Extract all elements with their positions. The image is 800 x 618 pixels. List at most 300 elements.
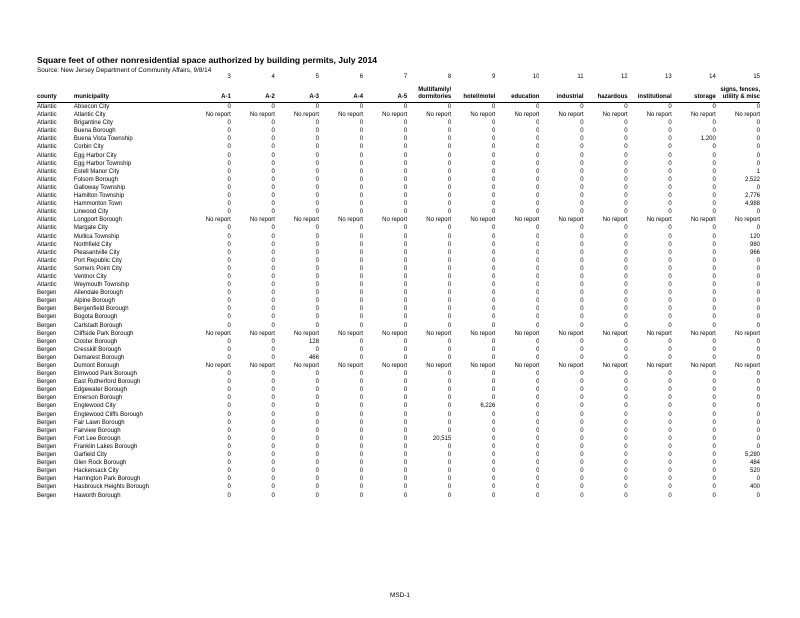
value-cell: 0 <box>271 184 275 191</box>
value-cell: No report <box>470 217 496 224</box>
value-cell: 0 <box>403 225 408 232</box>
value-cell: 0 <box>668 152 672 159</box>
value-cell: 0 <box>447 419 452 426</box>
municipality-cell: Englewood Cliffs Borough <box>73 411 143 418</box>
value-cell: 0 <box>359 233 364 240</box>
value-cell: 0 <box>359 225 364 232</box>
value-cell: 0 <box>227 387 231 394</box>
value-cell: 0 <box>580 128 584 135</box>
value-cell: 0 <box>668 379 672 386</box>
value-cell: 0 <box>315 241 319 248</box>
value-cell: 0 <box>403 452 408 459</box>
value-cell: 0 <box>624 371 628 378</box>
value-cell: 0 <box>580 176 584 183</box>
value-cell: 0 <box>624 160 628 167</box>
table-row <box>37 338 760 346</box>
column-header: industrial <box>556 93 584 100</box>
column-number: 15 <box>753 74 760 80</box>
value-cell: 0 <box>756 160 760 167</box>
county-cell: Bergen <box>37 411 57 418</box>
value-cell: 0 <box>359 468 364 475</box>
value-cell: 0 <box>227 403 231 410</box>
value-cell: 0 <box>447 176 452 183</box>
value-cell: No report <box>558 112 584 119</box>
value-cell: 0 <box>624 492 628 499</box>
municipality-cell: Atlantic City <box>73 112 106 119</box>
value-cell: 0 <box>227 168 231 175</box>
value-cell: 0 <box>271 193 275 200</box>
value-cell: 466 <box>308 354 319 361</box>
table-row <box>37 346 760 354</box>
county-cell: Bergen <box>37 322 57 329</box>
county-cell: Atlantic <box>37 201 57 208</box>
value-cell: 0 <box>756 282 760 289</box>
value-cell: 0 <box>227 184 231 191</box>
value-cell: 0 <box>536 257 540 264</box>
value-cell: 0 <box>536 354 540 361</box>
value-cell: 0 <box>580 120 584 127</box>
value-cell: 0 <box>492 120 496 127</box>
county-cell: Atlantic <box>37 225 57 232</box>
value-cell: 0 <box>668 249 672 256</box>
value-cell: 0 <box>536 184 540 191</box>
value-cell: No report <box>514 330 540 337</box>
value-cell: 0 <box>580 144 584 151</box>
value-cell: 2,776 <box>744 193 760 200</box>
value-cell: 0 <box>315 265 319 272</box>
table-row <box>37 322 760 330</box>
value-cell: 0 <box>359 346 364 353</box>
value-cell: 0 <box>271 427 275 434</box>
value-cell: 484 <box>749 460 760 467</box>
municipality-cell: Folsom Borough <box>73 176 118 183</box>
value-cell: 0 <box>536 273 540 280</box>
value-cell: 0 <box>359 419 364 426</box>
value-cell: No report <box>646 330 672 337</box>
municipality-cell: Franklin Lakes Borough <box>73 443 138 450</box>
value-cell: 0 <box>447 468 452 475</box>
value-cell: 0 <box>359 176 364 183</box>
value-cell: 0 <box>580 484 584 491</box>
value-cell: 0 <box>668 233 672 240</box>
value-cell: 0 <box>447 273 452 280</box>
value-cell: 0 <box>624 314 628 321</box>
value-cell: 0 <box>536 427 540 434</box>
value-cell: 0 <box>315 298 319 305</box>
value-cell: 0 <box>712 379 716 386</box>
value-cell: 0 <box>624 354 628 361</box>
municipality-cell: Ventnor City <box>73 273 107 280</box>
municipality-cell: Bogota Borough <box>73 314 118 321</box>
value-cell: 0 <box>447 136 452 143</box>
table-row <box>37 216 760 224</box>
municipality-cell: Weymouth Township <box>73 282 130 289</box>
value-cell: No report <box>514 217 540 224</box>
county-cell: Bergen <box>37 330 57 337</box>
value-cell: 0 <box>536 403 540 410</box>
value-cell: 0 <box>315 306 319 313</box>
table-row <box>37 273 760 281</box>
value-cell: No report <box>602 217 628 224</box>
value-cell: 0 <box>492 168 496 175</box>
value-cell: 0 <box>227 152 231 159</box>
value-cell: 0 <box>447 371 452 378</box>
column-header: A-5 <box>397 93 408 100</box>
value-cell: 0 <box>536 265 540 272</box>
value-cell: 0 <box>624 193 628 200</box>
value-cell: 0 <box>668 403 672 410</box>
value-cell: No report <box>558 363 584 369</box>
county-cell: Atlantic <box>37 282 57 289</box>
value-cell: 0 <box>580 427 584 434</box>
value-cell: 0 <box>315 395 319 402</box>
table-row <box>37 475 760 483</box>
value-cell: 0 <box>668 338 672 345</box>
value-cell: 0 <box>447 160 452 167</box>
value-cell: 0 <box>403 209 408 216</box>
value-cell: No report <box>734 217 760 224</box>
table-row <box>37 370 760 378</box>
value-cell: 0 <box>756 403 760 410</box>
value-cell: 0 <box>580 411 584 418</box>
value-cell: 0 <box>492 265 496 272</box>
value-cell: 0 <box>315 403 319 410</box>
value-cell: 0 <box>756 395 760 402</box>
value-cell: 0 <box>580 476 584 483</box>
county-cell: Bergen <box>37 306 57 313</box>
value-cell: 0 <box>712 371 716 378</box>
value-cell: 0 <box>315 460 319 467</box>
value-cell: 0 <box>315 435 319 442</box>
value-cell: 0 <box>624 435 628 442</box>
value-cell: 0 <box>712 128 716 135</box>
value-cell: 0 <box>227 484 231 491</box>
value-cell: 0 <box>403 419 408 426</box>
table-row <box>37 459 760 467</box>
value-cell: 0 <box>403 427 408 434</box>
value-cell: 0 <box>315 419 319 426</box>
value-cell: 0 <box>756 443 760 450</box>
value-cell: 0 <box>712 233 716 240</box>
county-header: county <box>37 93 57 100</box>
table-row <box>37 257 760 265</box>
value-cell: 0 <box>712 249 716 256</box>
value-cell: 0 <box>403 371 408 378</box>
value-cell: 0 <box>668 209 672 216</box>
value-cell: 0 <box>315 411 319 418</box>
value-cell: 0 <box>315 249 319 256</box>
county-cell: Atlantic <box>37 233 57 240</box>
value-cell: 0 <box>227 257 231 264</box>
value-cell: 0 <box>624 201 628 208</box>
value-cell: 0 <box>668 306 672 313</box>
municipality-header: municipality <box>73 93 109 100</box>
value-cell: 0 <box>668 322 672 329</box>
value-cell: 0 <box>403 290 408 297</box>
value-cell: 0 <box>756 427 760 434</box>
value-cell: 0 <box>315 193 319 200</box>
municipality-cell: Port Republic City <box>73 257 122 264</box>
value-cell: No report <box>205 330 231 337</box>
value-cell: 0 <box>536 492 540 499</box>
table-row <box>37 354 760 362</box>
value-cell: 0 <box>712 241 716 248</box>
value-cell: No report <box>293 330 319 337</box>
value-cell: 0 <box>403 184 408 191</box>
table-row <box>37 168 760 176</box>
value-cell: 0 <box>447 411 452 418</box>
value-cell: 0 <box>315 152 319 159</box>
value-cell: 0 <box>756 298 760 305</box>
value-cell: 0 <box>492 492 496 499</box>
column-number: 3 <box>227 74 231 80</box>
value-cell: 0 <box>668 225 672 232</box>
value-cell: No report <box>382 330 408 337</box>
county-cell: Atlantic <box>37 273 57 280</box>
value-cell: 0 <box>536 371 540 378</box>
value-cell: 0 <box>227 468 231 475</box>
municipality-cell: Glen Rock Borough <box>73 460 127 467</box>
value-cell: 0 <box>668 290 672 297</box>
value-cell: 0 <box>271 160 275 167</box>
table-row <box>37 160 760 168</box>
municipality-cell: Garfield City <box>73 452 107 459</box>
value-cell: 0 <box>536 193 540 200</box>
value-cell: 0 <box>447 257 452 264</box>
value-cell: 0 <box>271 209 275 216</box>
value-cell: 0 <box>492 484 496 491</box>
value-cell: 0 <box>536 168 540 175</box>
value-cell: 0 <box>668 371 672 378</box>
value-cell: No report <box>382 363 408 369</box>
county-cell: Atlantic <box>37 104 57 110</box>
value-cell: 0 <box>271 168 275 175</box>
value-cell: 0 <box>227 282 231 289</box>
table-row <box>37 435 760 443</box>
value-cell: 0 <box>712 395 716 402</box>
value-cell: 0 <box>580 354 584 361</box>
value-cell: No report <box>426 330 452 337</box>
value-cell: 0 <box>668 193 672 200</box>
value-cell: 0 <box>624 152 628 159</box>
value-cell: 0 <box>756 184 760 191</box>
value-cell: 0 <box>580 273 584 280</box>
value-cell: 0 <box>359 201 364 208</box>
value-cell: 0 <box>668 184 672 191</box>
value-cell: No report <box>690 112 716 119</box>
table-row <box>37 313 760 321</box>
table-row <box>37 467 760 475</box>
value-cell: No report <box>646 217 672 224</box>
table-row <box>37 411 760 419</box>
value-cell: 0 <box>227 476 231 483</box>
table-row <box>37 289 760 297</box>
municipality-cell: Dumont Borough <box>73 363 120 369</box>
value-cell: 0 <box>447 120 452 127</box>
value-cell: 0 <box>712 209 716 216</box>
value-cell: 0 <box>668 468 672 475</box>
value-cell: 0 <box>492 152 496 159</box>
value-cell: 0 <box>624 290 628 297</box>
value-cell: 0 <box>271 452 275 459</box>
value-cell: 0 <box>580 193 584 200</box>
value-cell: 0 <box>624 468 628 475</box>
value-cell: 0 <box>447 184 452 191</box>
value-cell: 0 <box>536 209 540 216</box>
municipality-cell: Allendale Borough <box>73 290 123 297</box>
municipality-cell: Northfield City <box>73 241 112 248</box>
value-cell: 0 <box>492 128 496 135</box>
value-cell: 0 <box>359 338 364 345</box>
value-cell: 0 <box>668 443 672 450</box>
value-cell: 0 <box>668 120 672 127</box>
value-cell: 0 <box>624 241 628 248</box>
value-cell: 0 <box>227 104 231 110</box>
value-cell: No report <box>558 217 584 224</box>
table-row <box>37 378 760 386</box>
value-cell: 2,522 <box>744 176 760 183</box>
value-cell: 0 <box>447 249 452 256</box>
value-cell: No report <box>602 363 628 369</box>
value-cell: 0 <box>403 249 408 256</box>
county-cell: Atlantic <box>37 144 57 151</box>
county-cell: Atlantic <box>37 241 57 248</box>
municipality-cell: Linwood City <box>73 209 109 216</box>
value-cell: 0 <box>447 379 452 386</box>
value-cell: 1,200 <box>700 136 716 143</box>
column-header: institutional <box>637 93 672 100</box>
value-cell: 0 <box>580 241 584 248</box>
column-header: hotel/motel <box>463 93 496 100</box>
value-cell: 0 <box>403 128 408 135</box>
value-cell: 0 <box>227 120 231 127</box>
value-cell: 0 <box>492 136 496 143</box>
value-cell: 0 <box>271 314 275 321</box>
value-cell: 0 <box>447 241 452 248</box>
county-cell: Bergen <box>37 298 57 305</box>
column-header: signs, fences, utility & misc <box>720 86 760 100</box>
value-cell: 20,515 <box>432 435 452 442</box>
value-cell: 0 <box>624 403 628 410</box>
value-cell: 0 <box>580 298 584 305</box>
value-cell: 0 <box>359 354 364 361</box>
value-cell: 0 <box>536 306 540 313</box>
municipality-cell: Egg Harbor Township <box>73 160 132 167</box>
county-cell: Bergen <box>37 452 57 459</box>
county-cell: Bergen <box>37 460 57 467</box>
value-cell: No report <box>205 217 231 224</box>
value-cell: 0 <box>536 468 540 475</box>
value-cell: 128 <box>308 338 319 345</box>
value-cell: 0 <box>315 128 319 135</box>
value-cell: 0 <box>492 290 496 297</box>
value-cell: 0 <box>536 176 540 183</box>
value-cell: 0 <box>536 419 540 426</box>
value-cell: 0 <box>536 338 540 345</box>
value-cell: 0 <box>447 452 452 459</box>
value-cell: 0 <box>624 322 628 329</box>
value-cell: No report <box>602 112 628 119</box>
value-cell: 0 <box>668 160 672 167</box>
county-cell: Bergen <box>37 435 57 442</box>
value-cell: 0 <box>668 144 672 151</box>
value-cell: 0 <box>359 427 364 434</box>
municipality-cell: Buena Borough <box>73 128 116 135</box>
value-cell: 0 <box>492 249 496 256</box>
column-number: 6 <box>359 74 364 80</box>
value-cell: 0 <box>624 144 628 151</box>
value-cell: 0 <box>668 168 672 175</box>
value-cell: 0 <box>536 435 540 442</box>
value-cell: 0 <box>624 379 628 386</box>
value-cell: 0 <box>447 492 452 499</box>
county-cell: Bergen <box>37 492 57 499</box>
value-cell: 0 <box>756 136 760 143</box>
value-cell: 0 <box>315 120 319 127</box>
value-cell: 0 <box>447 193 452 200</box>
value-cell: 0 <box>359 193 364 200</box>
header-row <box>37 82 760 103</box>
value-cell: 0 <box>712 492 716 499</box>
value-cell: 0 <box>403 282 408 289</box>
value-cell: 0 <box>227 160 231 167</box>
value-cell: 0 <box>756 476 760 483</box>
value-cell: 0 <box>756 273 760 280</box>
table-row <box>37 143 760 151</box>
value-cell: 0 <box>712 290 716 297</box>
value-cell: 0 <box>271 136 275 143</box>
value-cell: 0 <box>403 144 408 151</box>
report-title: Square feet of other nonresidential space authorized by building permits, July 2014 <box>37 55 378 65</box>
value-cell: 0 <box>668 411 672 418</box>
value-cell: 0 <box>271 249 275 256</box>
value-cell: 0 <box>492 241 496 248</box>
value-cell: 0 <box>359 411 364 418</box>
county-cell: Atlantic <box>37 160 57 167</box>
value-cell: 0 <box>712 411 716 418</box>
municipality-cell: Bergenfield Borough <box>73 306 129 313</box>
county-cell: Bergen <box>37 354 57 361</box>
table-row <box>37 176 760 184</box>
value-cell: 0 <box>668 298 672 305</box>
municipality-cell: Longport Borough <box>73 217 122 224</box>
value-cell: 0 <box>756 152 760 159</box>
value-cell: 0 <box>712 144 716 151</box>
value-cell: 0 <box>668 128 672 135</box>
value-cell: 0 <box>271 152 275 159</box>
value-cell: 0 <box>359 136 364 143</box>
value-cell: 0 <box>712 201 716 208</box>
value-cell: 0 <box>624 168 628 175</box>
value-cell: 0 <box>359 120 364 127</box>
value-cell: 0 <box>624 476 628 483</box>
value-cell: 0 <box>359 128 364 135</box>
value-cell: 0 <box>580 257 584 264</box>
table-row <box>37 419 760 427</box>
value-cell: 0 <box>359 257 364 264</box>
value-cell: No report <box>690 217 716 224</box>
value-cell: 0 <box>359 371 364 378</box>
table-row <box>37 265 760 273</box>
value-cell: No report <box>646 112 672 119</box>
value-cell: 0 <box>315 233 319 240</box>
municipality-cell: East Rutherford Borough <box>73 379 141 386</box>
value-cell: 0 <box>271 306 275 313</box>
value-cell: 0 <box>756 104 760 110</box>
county-cell: Bergen <box>37 387 57 394</box>
value-cell: 0 <box>580 104 584 110</box>
value-cell: 0 <box>403 160 408 167</box>
